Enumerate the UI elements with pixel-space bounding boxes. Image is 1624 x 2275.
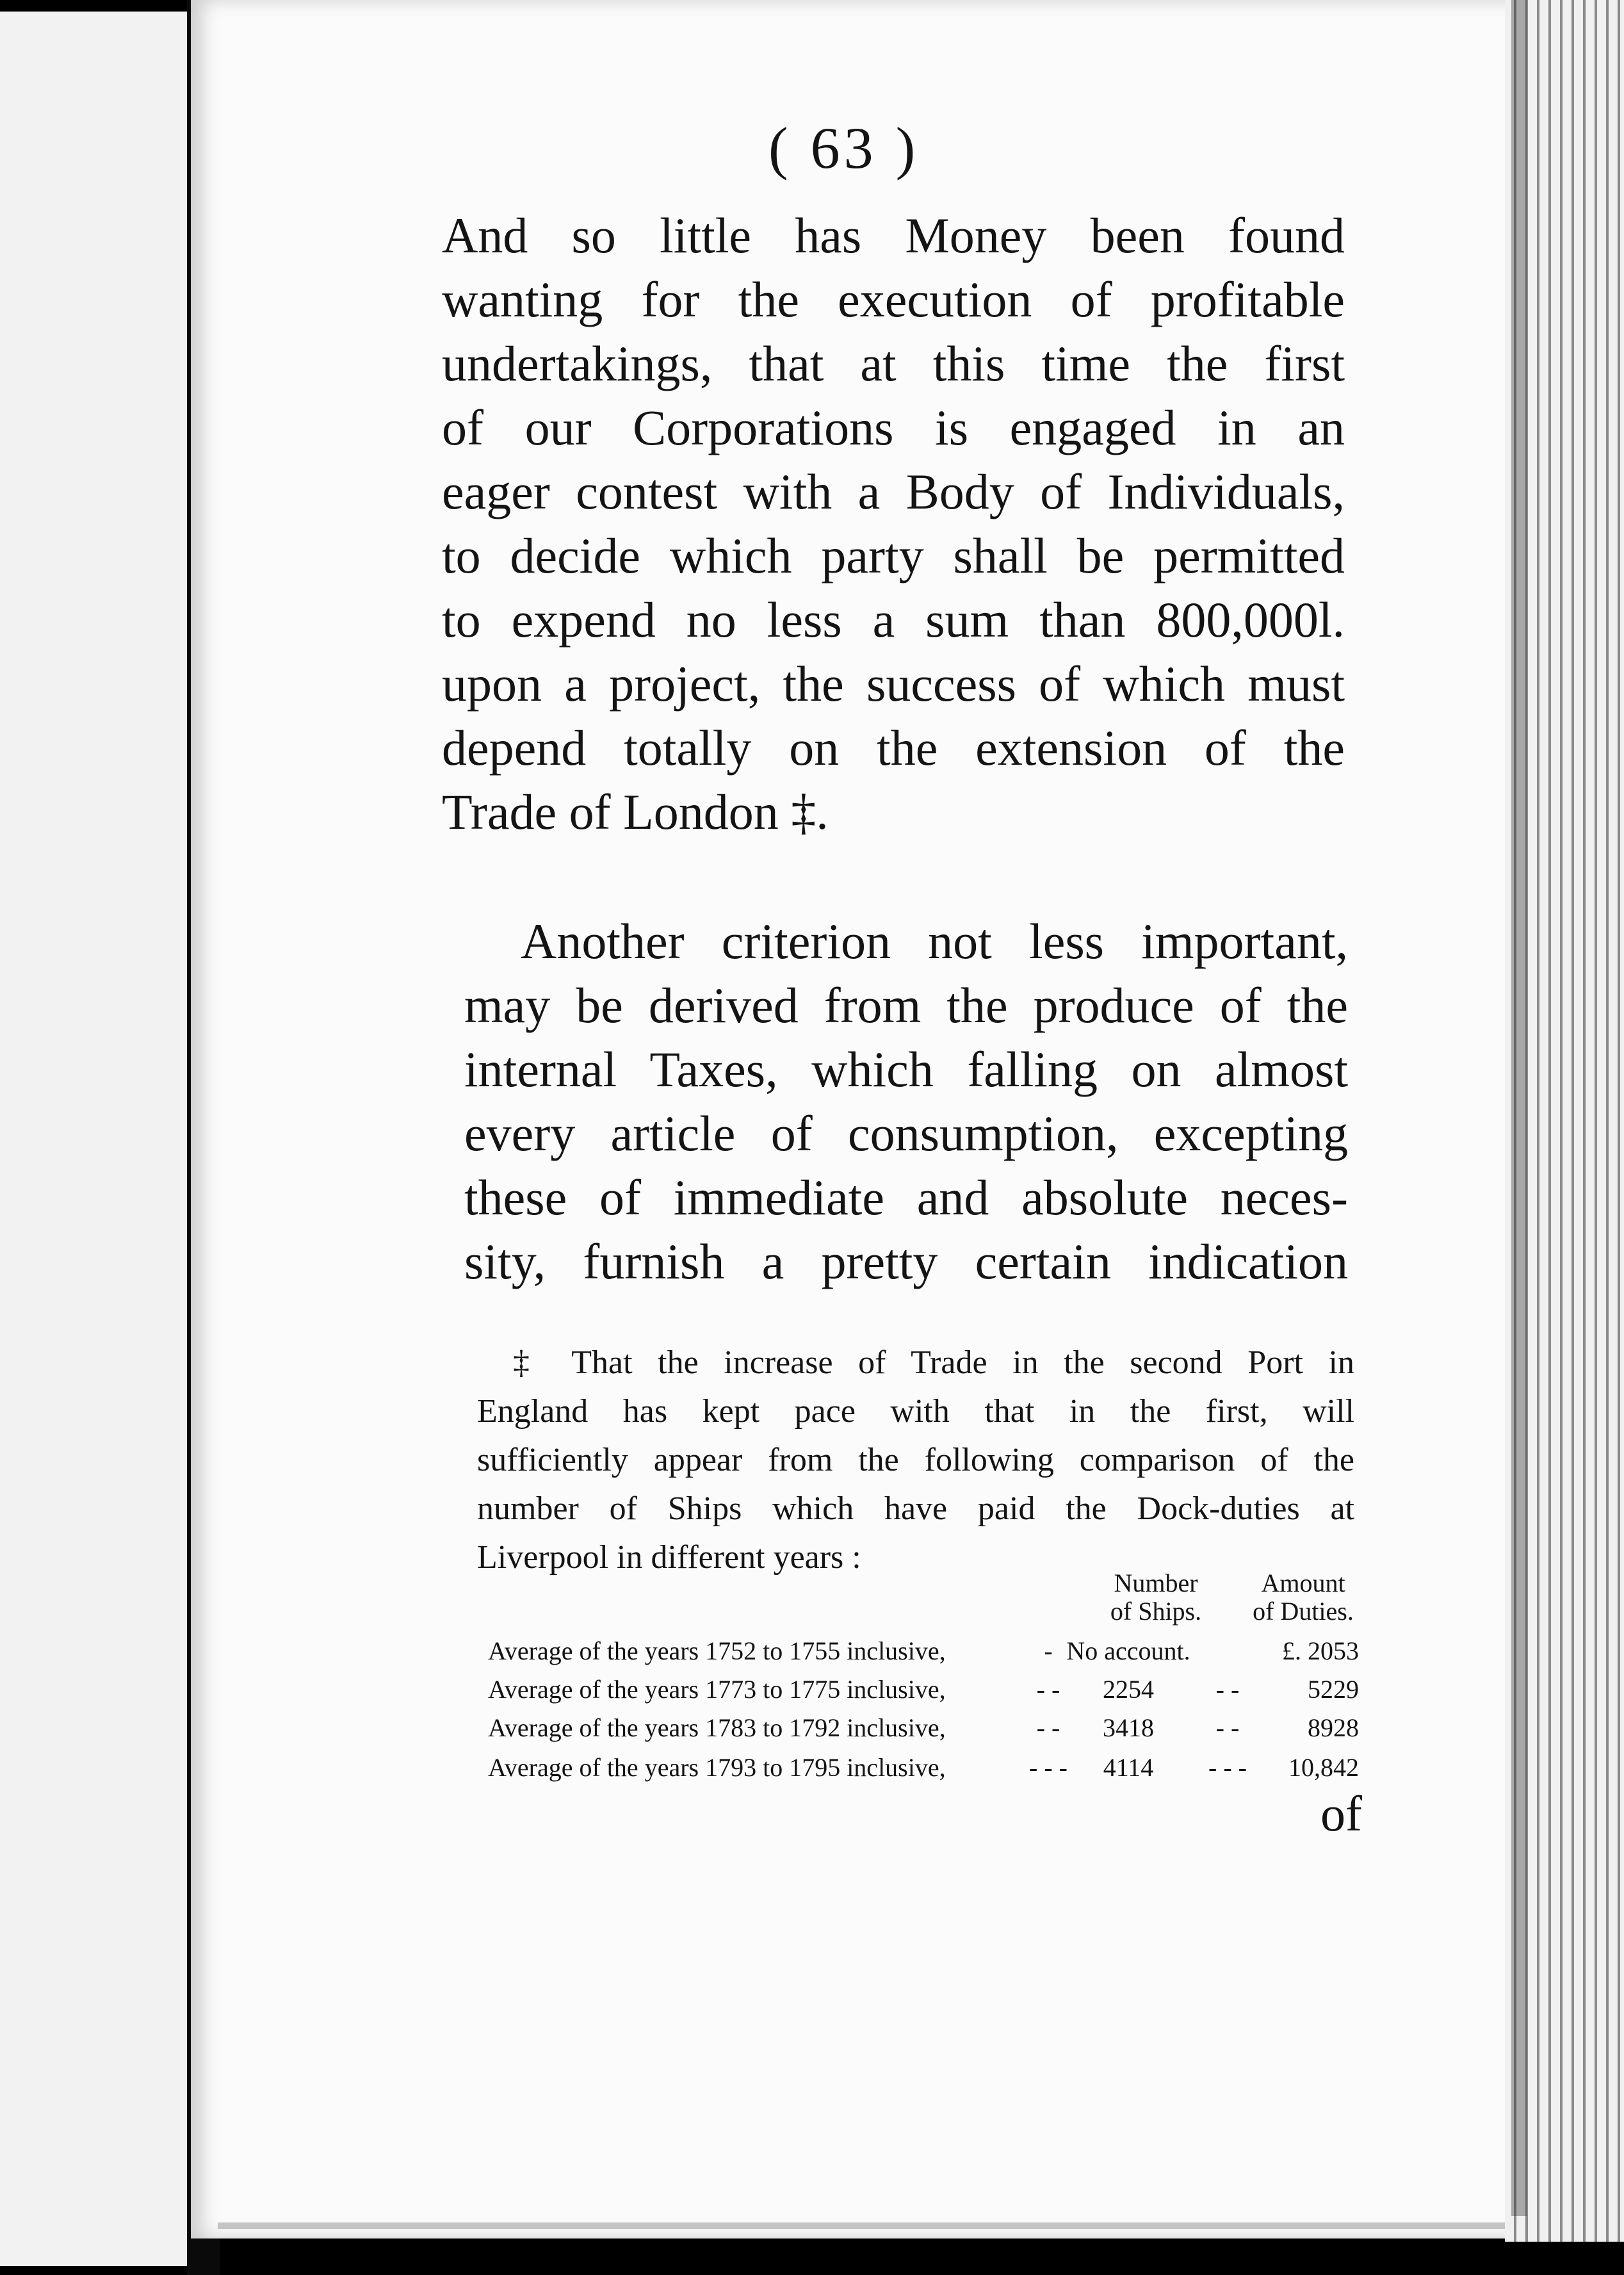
- text-line: to expend no less a sum than 800,000l.: [442, 592, 1345, 648]
- table-row: [488, 1670, 1359, 1709]
- ships-value: No account.: [1066, 1636, 1190, 1665]
- text-line: these of immediate and absolute neces-: [464, 1170, 1348, 1225]
- text-line: undertakings, that at this time the first: [442, 336, 1345, 391]
- text-line: sity, furnish a pretty certain indication: [464, 1234, 1348, 1289]
- text-line: Trade of London ‡.: [442, 784, 829, 840]
- header-text: of Ships.: [1110, 1597, 1202, 1626]
- paragraph-2: [464, 909, 1348, 1294]
- text-line: upon a project, the success of which must: [442, 656, 1345, 712]
- footnote-line: number of Ships which have paid the Dock-duties at: [477, 1490, 1354, 1527]
- text-line: depend totally on the extension of the: [442, 720, 1345, 776]
- leader-dashes: -: [1044, 1636, 1053, 1665]
- footnote-line: ‡ That the increase of Trade in the second Port in: [513, 1344, 1354, 1381]
- leader-dashes: - -: [1215, 1675, 1240, 1704]
- footnote-line: England has kept pace with that in the first, will: [477, 1393, 1354, 1430]
- text-line: Another criterion not less important,: [521, 913, 1348, 969]
- table-row: [488, 1709, 1359, 1747]
- header-text: Number: [1114, 1569, 1198, 1597]
- page-number: ( 63 ): [768, 115, 920, 181]
- header-text: of Duties.: [1253, 1597, 1354, 1626]
- left-facing-page: [0, 12, 187, 2266]
- row-label: Average of the years 1783 to 1792 inclusive,: [488, 1713, 946, 1742]
- ships-value: 3418: [1103, 1713, 1154, 1742]
- table-row: [488, 1749, 1359, 1787]
- table-header-duties: [1239, 1569, 1367, 1626]
- table-header-ships: [1089, 1569, 1223, 1626]
- duties-value: 8928: [1308, 1713, 1359, 1742]
- text-line: wanting for the execution of profitable: [442, 272, 1345, 327]
- footnote: [477, 1339, 1354, 1582]
- leader-dashes: - - -: [1029, 1753, 1068, 1782]
- row-label: Average of the years 1752 to 1755 inclusive,: [488, 1636, 946, 1665]
- row-label: Average of the years 1773 to 1775 inclusive,: [488, 1675, 946, 1704]
- ships-value: 4114: [1103, 1753, 1154, 1782]
- text-line: every article of consumption, excepting: [464, 1105, 1348, 1161]
- text-line: may be derived from the produce of the: [464, 977, 1348, 1033]
- leader-dashes: - - -: [1208, 1753, 1247, 1782]
- leader-dashes: - -: [1036, 1675, 1060, 1704]
- footnote-line: Liverpool in different years :: [477, 1539, 861, 1576]
- paragraph-1: [442, 204, 1345, 844]
- text-line: internal Taxes, which falling on almost: [464, 1041, 1348, 1097]
- duties-value: 10,842: [1288, 1753, 1359, 1782]
- page-stack-shadow: [1511, 0, 1527, 2216]
- text-line: of our Corporations is engaged in an: [442, 400, 1345, 455]
- duties-value: 5229: [1308, 1675, 1359, 1704]
- text-line: And so little has Money been found: [442, 208, 1345, 263]
- text-line: to decide which party shall be permitted: [442, 528, 1345, 583]
- ships-value: 2254: [1103, 1675, 1154, 1704]
- leader-dashes: - -: [1215, 1713, 1240, 1742]
- row-label: Average of the years 1793 to 1795 inclusive,: [488, 1753, 946, 1782]
- catchword: of: [1320, 1786, 1362, 1841]
- table-row: [488, 1632, 1359, 1670]
- page-bottom-edge: [218, 2222, 1563, 2229]
- text-line: eager contest with a Body of Individuals,: [442, 464, 1345, 519]
- footnote-line: sufficiently appear from the following comparison of the: [477, 1442, 1354, 1478]
- header-text: Amount: [1261, 1569, 1345, 1597]
- leader-dashes: - -: [1036, 1713, 1060, 1742]
- duties-value: £. 2053: [1282, 1636, 1359, 1665]
